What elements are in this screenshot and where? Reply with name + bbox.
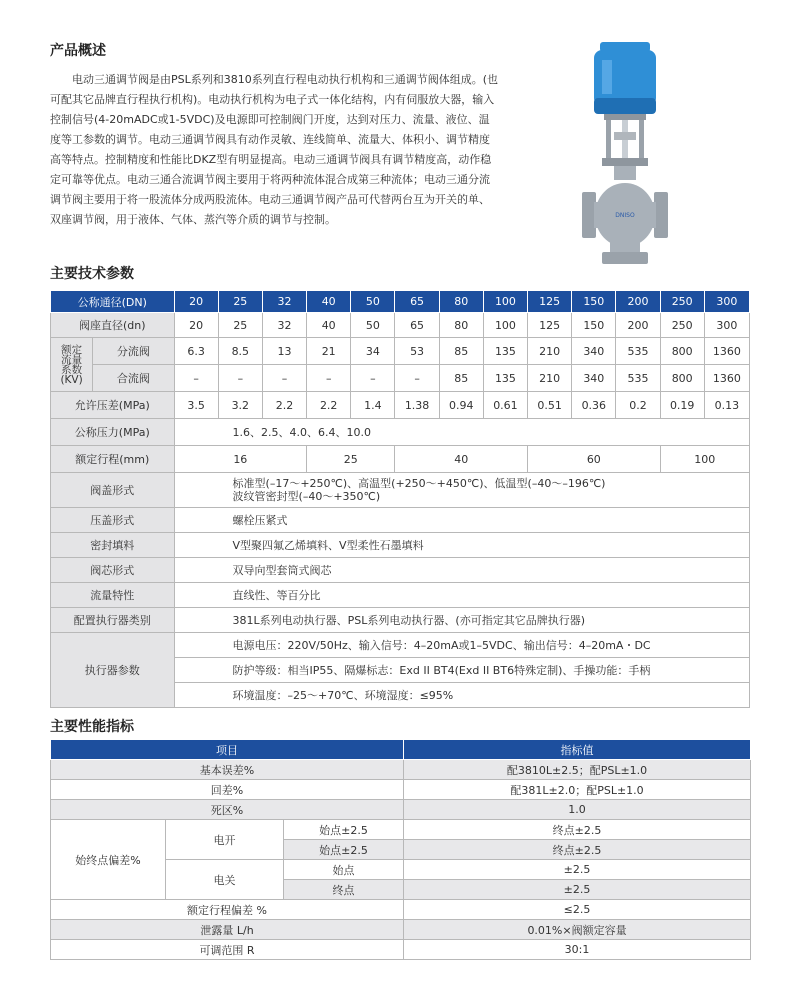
dn-cell: 125 [528, 291, 572, 313]
left-flange [582, 192, 596, 238]
close-start-value: ±2.5 [404, 860, 751, 880]
split-cell: 13 [262, 338, 306, 365]
perf-table [50, 739, 751, 960]
perf-header-row [51, 740, 751, 760]
bonnet-row [51, 473, 750, 508]
merge-cell: 135 [483, 365, 527, 392]
split-cell: 1360 [704, 338, 749, 365]
close-end-label: 终点 [284, 880, 404, 900]
allow-cell: 0.36 [572, 392, 616, 419]
allow-cell: 0.13 [704, 392, 749, 419]
basic-error-row [51, 760, 751, 780]
actuator-type-label: 配置执行器类别 [51, 608, 175, 633]
intro-title: 产品概述 [50, 43, 106, 59]
merge-cell: – [307, 365, 351, 392]
range-label: 可调范围 R [51, 940, 404, 960]
stroke-row [51, 446, 750, 473]
merge-cell: – [351, 365, 395, 392]
flow-label: 流量特性 [51, 583, 175, 608]
allow-cell: 1.38 [395, 392, 439, 419]
pressure-row [51, 419, 750, 446]
actuator-param-label: 执行器参数 [51, 633, 175, 708]
dn-cell: 250 [660, 291, 704, 313]
split-cell: 210 [528, 338, 572, 365]
actuator-param-row-1 [51, 633, 750, 658]
stroke-dev-row [51, 900, 751, 920]
stroke-dev-label: 额定行程偏差 % [51, 900, 404, 920]
actuator-param-2: 防护等级：相当IP55、隔爆标志：Exd II BT4(Exd II BT6特殊定制)、手操功能：手柄 [174, 658, 749, 683]
endpoint-label: 始终点偏差% [51, 820, 166, 900]
dn-cell: 40 [307, 291, 351, 313]
backlash-value: 配381L±2.0；配PSL±1.0 [404, 780, 751, 800]
core-row [51, 558, 750, 583]
valve-brand-text: DNISO [615, 212, 635, 219]
backlash-row [51, 780, 751, 800]
perf-title: 主要性能指标 [50, 719, 134, 735]
valve-product-image [580, 40, 670, 276]
allow-cell: 0.19 [660, 392, 704, 419]
electric-close-label: 电关 [166, 860, 284, 900]
range-row [51, 940, 751, 960]
merge-cell: – [218, 365, 262, 392]
backlash-label: 回差% [51, 780, 404, 800]
open-end-label: 始点±2.5 [284, 840, 404, 860]
merge-cell: 535 [616, 365, 660, 392]
packing-form-label: 压盖形式 [51, 508, 175, 533]
allow-cell: 0.2 [616, 392, 660, 419]
deadband-label: 死区% [51, 800, 404, 820]
packing-form-value: 螺栓压紧式 [174, 508, 749, 533]
stroke-cell: 40 [395, 446, 528, 473]
dn-cell: 32 [262, 291, 306, 313]
pressure-label: 公称压力(MPa) [51, 419, 175, 446]
seal-value: V型聚四氟乙烯填料、V型柔性石墨填料 [174, 533, 749, 558]
allow-cell: 1.4 [351, 392, 395, 419]
electric-open-label: 电开 [166, 820, 284, 860]
seat-row [51, 313, 750, 338]
allow-cell: 3.2 [218, 392, 262, 419]
perf-header-item: 项目 [51, 740, 404, 760]
leak-row [51, 920, 751, 940]
stroke-cell: 16 [174, 446, 307, 473]
bonnet-value: 标准型(–17～+250℃)、高温型(+250～+450℃)、低温型(–40～–196℃) 波纹管密封型(–40～+350℃) [174, 473, 749, 508]
split-cell: 8.5 [218, 338, 262, 365]
seal-row [51, 533, 750, 558]
merge-label: 合流阀 [93, 365, 174, 392]
spec-title: 主要技术参数 [50, 266, 134, 282]
seat-cell: 150 [572, 313, 616, 338]
pressure-value: 1.6、2.5、4.0、6.4、10.0 [174, 419, 749, 446]
actuator-base [594, 98, 656, 114]
merge-cell: 85 [439, 365, 483, 392]
split-cell: 800 [660, 338, 704, 365]
split-cell: 21 [307, 338, 351, 365]
seat-cell: 32 [262, 313, 306, 338]
kv-label: 额定 流量 系数 (KV) [51, 338, 93, 392]
split-cell: 34 [351, 338, 395, 365]
merge-cell: – [174, 365, 218, 392]
allow-cell: 0.94 [439, 392, 483, 419]
actuator-param-3: 环境温度：–25～+70℃、环境湿度：≤95% [174, 683, 749, 708]
open-start-label: 始点±2.5 [284, 820, 404, 840]
seat-cell: 200 [616, 313, 660, 338]
bottom-flange [602, 252, 648, 264]
allow-cell: 0.51 [528, 392, 572, 419]
split-cell: 6.3 [174, 338, 218, 365]
stroke-dev-value: ≤2.5 [404, 900, 751, 920]
actuator-type-row [51, 608, 750, 633]
dn-cell: 20 [174, 291, 218, 313]
split-cell: 85 [439, 338, 483, 365]
core-value: 双导向型套筒式阀芯 [174, 558, 749, 583]
stroke-cell: 60 [528, 446, 661, 473]
right-flange [654, 192, 668, 238]
allow-cell: 0.61 [483, 392, 527, 419]
dn-cell: 80 [439, 291, 483, 313]
leak-label: 泄露量 L/h [51, 920, 404, 940]
allow-label: 允许压差(MPa) [51, 392, 175, 419]
dn-label: 公称通径(DN) [51, 291, 175, 313]
seat-cell: 300 [704, 313, 749, 338]
stroke-cell: 25 [307, 446, 395, 473]
seat-cell: 25 [218, 313, 262, 338]
split-row [51, 338, 750, 365]
core-label: 阀芯形式 [51, 558, 175, 583]
basic-error-label: 基本误差% [51, 760, 404, 780]
packing-form-row [51, 508, 750, 533]
dn-cell: 25 [218, 291, 262, 313]
split-cell: 135 [483, 338, 527, 365]
basic-error-value: 配3810L±2.5；配PSL±1.0 [404, 760, 751, 780]
split-cell: 53 [395, 338, 439, 365]
deadband-row [51, 800, 751, 820]
intro-paragraph: 电动三通调节阀是由PSL系列和3810系列直行程电动执行机构和三通调节阀体组成。(也可配其它品牌直行程执行机构)。电动执行机构为电子式一体化结构，内有伺服放大器，输入控制信号(4-20mADC或1-5VDC)及电源即可控制阀门开度，达到对压力、流量、液位、温度等工参数的调节。电动三通调节阀具有动作灵敏、连线简单、流量大、体积小、调节精度高等特点。控制精度和性能比DKZ型有明显提高。电动三通调节阀具有调节精度高，动作稳定可靠等优点。电动三通合流调节阀主要用于将两种流体混合成第三种流体；电动三通分流调节阀主要用于将一股流体分成两股流体。电动三通调节阀产品可代替两台互为开关的单、双座调节阀，用于液体、气体、蒸汽等介质的调节与控制。 [50, 73, 499, 226]
dn-cell: 100 [483, 291, 527, 313]
range-value: 30:1 [404, 940, 751, 960]
split-cell: 340 [572, 338, 616, 365]
open-start-row [51, 820, 751, 840]
merge-cell: – [395, 365, 439, 392]
close-start-label: 始点 [284, 860, 404, 880]
seat-cell: 80 [439, 313, 483, 338]
seat-cell: 125 [528, 313, 572, 338]
leak-value: 0.01%×阀额定容量 [404, 920, 751, 940]
seat-cell: 250 [660, 313, 704, 338]
allow-cell: 3.5 [174, 392, 218, 419]
flow-row [51, 583, 750, 608]
open-start-value: 终点±2.5 [404, 820, 751, 840]
allow-cell: 2.2 [262, 392, 306, 419]
dn-row [51, 291, 750, 313]
allow-row [51, 392, 750, 419]
merge-cell: 210 [528, 365, 572, 392]
merge-cell: 340 [572, 365, 616, 392]
seat-label: 阀座直径(dn) [51, 313, 175, 338]
actuator-type-value: 381L系列电动执行器、PSL系列电动执行器、(亦可指定其它品牌执行器) [174, 608, 749, 633]
bonnet-label: 阀盖形式 [51, 473, 175, 508]
dn-cell: 150 [572, 291, 616, 313]
seat-cell: 20 [174, 313, 218, 338]
dn-cell: 50 [351, 291, 395, 313]
merge-row [51, 365, 750, 392]
perf-header-value: 指标值 [404, 740, 751, 760]
seat-cell: 40 [307, 313, 351, 338]
seat-cell: 50 [351, 313, 395, 338]
dn-cell: 65 [395, 291, 439, 313]
dn-cell: 300 [704, 291, 749, 313]
seat-cell: 100 [483, 313, 527, 338]
flow-value: 直线性、等百分比 [174, 583, 749, 608]
seat-cell: 65 [395, 313, 439, 338]
stroke-cell: 100 [660, 446, 749, 473]
open-end-value: 终点±2.5 [404, 840, 751, 860]
allow-cell: 2.2 [307, 392, 351, 419]
stroke-label: 额定行程(mm) [51, 446, 175, 473]
actuator-param-1: 电源电压：220V/50Hz、输入信号：4–20mA或1–5VDC、输出信号：4–20mA・DC [174, 633, 749, 658]
merge-cell: 800 [660, 365, 704, 392]
dn-cell: 200 [616, 291, 660, 313]
close-end-value: ±2.5 [404, 880, 751, 900]
deadband-value: 1.0 [404, 800, 751, 820]
merge-cell: – [262, 365, 306, 392]
merge-cell: 1360 [704, 365, 749, 392]
split-cell: 535 [616, 338, 660, 365]
spec-table [50, 290, 750, 708]
split-label: 分流阀 [93, 338, 174, 365]
seal-label: 密封填料 [51, 533, 175, 558]
